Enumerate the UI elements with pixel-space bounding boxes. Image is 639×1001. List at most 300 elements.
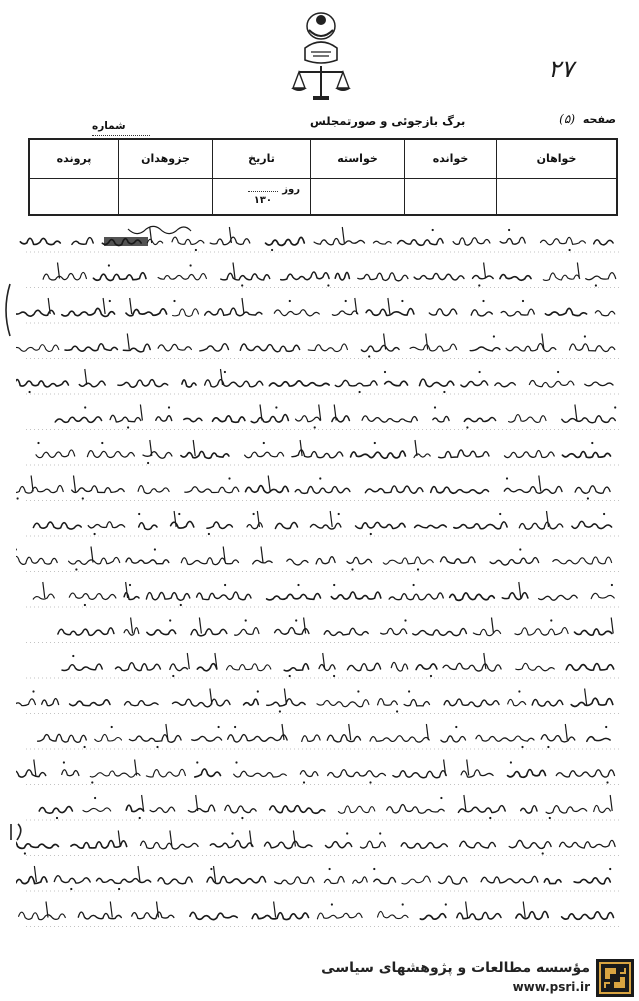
handwritten-word — [332, 311, 357, 315]
letter-stroke — [74, 476, 76, 492]
handwritten-word — [327, 735, 360, 742]
handwritten-word — [461, 381, 488, 387]
handwritten-word — [429, 309, 457, 316]
handwritten-word — [210, 840, 253, 847]
diacritic-dot — [346, 832, 348, 834]
handwritten-word — [72, 238, 93, 245]
diacritic-dot — [357, 690, 359, 692]
date-year: ۱۳۰ — [253, 195, 272, 206]
diacritic-dot — [455, 726, 457, 728]
handwritten-word — [124, 593, 139, 600]
diacritic-dot — [518, 690, 520, 692]
handwritten-word — [509, 415, 546, 423]
handwritten-word — [470, 347, 500, 351]
handwritten-word — [42, 699, 59, 706]
date-value — [213, 184, 300, 206]
handwritten-word — [439, 876, 467, 884]
diacritic-dot — [169, 619, 171, 621]
handwritten-word — [504, 486, 562, 493]
diacritic-dot — [154, 548, 156, 550]
letter-stroke — [150, 227, 152, 243]
diacritic-dot — [499, 513, 501, 515]
handwritten-word — [387, 805, 445, 814]
handwritten-word — [574, 878, 610, 884]
letter-stroke — [43, 582, 45, 598]
handwritten-word — [16, 345, 59, 352]
interlinear-addition — [128, 226, 191, 233]
diacritic-dot — [402, 903, 404, 905]
diacritic-dot — [506, 477, 508, 479]
diacritic-dot — [84, 604, 86, 606]
handwritten-word — [529, 381, 574, 388]
diacritic-dot — [331, 903, 333, 905]
handwritten-word — [16, 310, 54, 316]
handwritten-word — [16, 770, 46, 778]
handwritten-word — [141, 841, 199, 849]
handwritten-word — [158, 344, 191, 351]
handwritten-word — [200, 344, 229, 351]
handwritten-word — [205, 380, 263, 387]
handwritten-word — [207, 522, 233, 528]
diacritic-dot — [443, 391, 445, 393]
handwritten-word — [182, 380, 196, 387]
handwritten-word — [381, 628, 407, 634]
handwritten-word — [170, 664, 188, 671]
handwritten-word — [410, 344, 457, 351]
handwritten-word — [358, 273, 408, 281]
diacritic-dot — [329, 868, 331, 870]
handwritten-word — [317, 700, 369, 707]
handwritten-word — [90, 771, 140, 777]
handwritten-word — [213, 416, 245, 422]
diacritic-dot — [368, 355, 370, 357]
handwriting-image — [16, 225, 632, 960]
diacritic-dot — [550, 619, 552, 621]
handwritten-word — [205, 308, 262, 316]
handwritten-word — [234, 771, 287, 777]
handwritten-word — [300, 771, 318, 777]
handwritten-word — [316, 557, 335, 564]
handwritten-word — [556, 770, 614, 777]
diacritic-dot — [156, 746, 158, 748]
handwritten-word — [453, 238, 490, 245]
diacritic-dot — [231, 832, 233, 834]
diacritic-dot — [370, 533, 372, 535]
handwritten-word — [444, 699, 499, 707]
handwritten-word — [43, 272, 86, 280]
handwritten-word — [404, 700, 429, 706]
letter-stroke — [464, 795, 466, 811]
column-label: خواسته — [337, 152, 378, 165]
handwritten-word — [62, 770, 79, 776]
handwritten-word — [415, 525, 447, 528]
handwritten-word — [197, 592, 251, 600]
column-label: پرونده — [56, 152, 92, 165]
handwritten-word — [393, 771, 446, 778]
handwritten-word — [221, 273, 270, 280]
handwritten-word — [281, 272, 329, 280]
handwritten-word — [541, 237, 586, 244]
handwritten-word — [383, 557, 433, 564]
handwritten-word — [495, 383, 515, 387]
diacritic-dot — [196, 761, 198, 763]
handwritten-word — [69, 557, 120, 564]
letter-stroke — [611, 618, 613, 634]
handwritten-word — [181, 451, 229, 458]
letter-stroke — [268, 476, 270, 492]
handwritten-word — [516, 663, 555, 670]
handwritten-word — [296, 416, 321, 422]
diacritic-dot — [56, 817, 58, 819]
diacritic-dot — [289, 675, 291, 677]
diacritic-dot — [569, 249, 571, 251]
handwritten-word — [575, 629, 612, 635]
diacritic-dot — [195, 249, 197, 251]
handwritten-word — [147, 239, 162, 244]
handwritten-word — [267, 594, 321, 600]
diacritic-dot — [108, 264, 110, 266]
diacritic-dot — [279, 710, 281, 712]
handwritten-word — [225, 805, 256, 813]
handwritten-word — [275, 522, 297, 528]
diacritic-dot — [549, 817, 551, 819]
letter-stroke — [221, 369, 223, 385]
handwritten-word — [65, 344, 117, 351]
diacritic-dot — [235, 761, 237, 763]
handwritten-word — [570, 344, 615, 352]
diacritic-dot — [289, 300, 291, 302]
diacritic-dot — [263, 442, 265, 444]
handwritten-word — [235, 628, 259, 636]
letter-stroke — [210, 689, 212, 705]
handwritten-word — [87, 451, 134, 458]
letter-stroke — [110, 902, 112, 918]
diacritic-dot — [94, 797, 96, 799]
letter-stroke — [547, 511, 549, 527]
handwritten-word — [274, 310, 319, 316]
handwritten-word — [188, 805, 214, 812]
diacritic-dot — [408, 690, 410, 692]
diacritic-dot — [482, 300, 484, 302]
letter-stroke — [127, 334, 129, 350]
handwritten-word — [126, 805, 143, 811]
handwritten-word — [473, 275, 494, 278]
handwritten-word — [110, 415, 141, 422]
diacritic-dot — [379, 832, 381, 834]
date-day-label: روز — [282, 184, 300, 195]
handwritten-word — [173, 699, 231, 707]
diacritic-dot — [271, 249, 273, 251]
diacritic-dot — [147, 462, 149, 464]
handwritten-word — [361, 345, 399, 351]
diacritic-dot — [257, 690, 259, 692]
handwritten-word — [544, 879, 561, 884]
letter-stroke — [466, 902, 468, 918]
handwritten-word — [471, 310, 492, 316]
diacritic-dot — [16, 548, 17, 550]
handwritten-word — [69, 593, 116, 599]
letter-stroke — [585, 689, 587, 705]
diacritic-dot — [319, 477, 321, 479]
diacritic-dot — [521, 746, 523, 748]
handwritten-word — [123, 344, 150, 352]
diacritic-dot — [75, 568, 77, 570]
handwritten-word — [240, 344, 299, 352]
diacritic-dot — [228, 477, 230, 479]
handwritten-word — [54, 876, 90, 883]
letter-stroke — [330, 511, 332, 527]
handwritten-word — [284, 664, 308, 671]
handwritten-word — [443, 663, 501, 671]
handwritten-word — [185, 487, 239, 493]
handwritten-word — [431, 487, 489, 494]
handwritten-word — [378, 699, 398, 706]
diacritic-dot — [542, 852, 544, 854]
diacritic-dot — [275, 406, 277, 408]
diacritic-dot — [84, 406, 86, 408]
page-number: ۲۷ — [548, 55, 574, 83]
letter-stroke — [261, 547, 263, 563]
diacritic-dot — [609, 868, 611, 870]
letter-stroke — [415, 440, 417, 456]
letter-stroke — [174, 511, 176, 527]
handwritten-word — [335, 380, 377, 386]
handwritten-word — [501, 309, 534, 316]
letter-stroke — [103, 298, 105, 314]
date-day-blank — [248, 191, 278, 192]
handwritten-word — [158, 274, 206, 280]
handwritten-word — [508, 699, 526, 705]
diacritic-dot — [591, 442, 593, 444]
handwritten-word — [139, 523, 157, 530]
handwritten-word — [539, 595, 578, 600]
handwritten-word — [16, 877, 47, 884]
handwritten-word — [79, 381, 105, 387]
diacritic-dot — [396, 710, 398, 712]
handwritten-word — [473, 629, 500, 635]
handwritten-word — [244, 699, 259, 705]
handwritten-word — [319, 665, 335, 671]
diacritic-dot — [430, 675, 432, 677]
diacritic-dot — [253, 513, 255, 515]
handwritten-word — [245, 452, 284, 458]
letter-stroke — [131, 618, 133, 634]
handwritten-word — [572, 521, 612, 528]
diacritic-dot — [241, 817, 243, 819]
handwritten-word — [292, 450, 343, 458]
column-claim — [310, 140, 404, 214]
handwritten-word — [156, 416, 172, 421]
handwritten-word — [441, 557, 476, 564]
handwritten-word — [326, 842, 352, 848]
handwritten-word — [308, 344, 347, 352]
handwritten-word — [594, 805, 611, 812]
diacritic-dot — [611, 584, 613, 586]
handwritten-word — [460, 841, 496, 848]
handwritten-word — [571, 698, 613, 706]
handwritten-word — [195, 769, 221, 777]
handwritten-word — [450, 593, 495, 600]
handwritten-word — [328, 770, 386, 778]
diacritic-dot — [37, 442, 39, 444]
diacritic-dot — [614, 406, 616, 408]
handwritten-word — [562, 452, 610, 458]
diacritic-dot — [210, 868, 212, 870]
number-line — [92, 135, 150, 136]
diacritic-dot — [91, 781, 93, 783]
letter-stroke — [388, 298, 390, 314]
handwritten-word — [416, 664, 437, 670]
handwritten-word — [20, 238, 60, 244]
handwritten-word — [275, 628, 309, 635]
diacritic-dot — [297, 584, 299, 586]
handwritten-word — [361, 841, 386, 848]
handwritten-word — [146, 769, 185, 777]
handwritten-word — [16, 556, 57, 564]
handwritten-word — [356, 522, 406, 528]
handwritten-word — [275, 877, 314, 884]
handwritten-word — [331, 592, 381, 599]
diacritic-dot — [208, 533, 210, 535]
handwritten-word — [413, 628, 467, 635]
column-plaintiff — [496, 140, 616, 214]
diacritic-dot — [369, 781, 371, 783]
institute-url: www.psri.ir — [512, 980, 590, 994]
column-label: خواهان — [536, 152, 577, 165]
handwritten-word — [36, 450, 75, 458]
diacritic-dot — [493, 335, 495, 337]
handwritten-word — [562, 912, 614, 920]
institute-watermark — [321, 958, 638, 998]
handwritten-word — [265, 841, 313, 848]
handwritten-word — [389, 593, 443, 600]
letter-stroke — [523, 902, 525, 918]
handwritten-word — [314, 238, 364, 244]
letter-stroke — [118, 831, 120, 847]
handwritten-word — [335, 272, 349, 280]
handwritten-word — [385, 381, 408, 386]
handwritten-word — [500, 275, 531, 281]
diacritic-dot — [82, 497, 84, 499]
handwritten-word — [338, 806, 374, 813]
diacritic-dot — [180, 604, 182, 606]
handwritten-word — [78, 912, 121, 919]
diacritic-dot — [417, 568, 419, 570]
diacritic-dot — [479, 371, 481, 373]
handwritten-word — [509, 840, 551, 848]
diacritic-dot — [404, 619, 406, 621]
diacritic-dot — [139, 817, 141, 819]
diacritic-dot — [295, 619, 297, 621]
handwritten-word — [317, 913, 362, 919]
diacritic-dot — [314, 426, 316, 428]
handwritten-word — [332, 416, 350, 422]
diacritic-dot — [29, 391, 31, 393]
handwritten-word — [347, 557, 372, 563]
form-heading — [40, 112, 620, 136]
diacritic-dot — [547, 746, 549, 748]
column-defendant — [404, 140, 496, 214]
diacritic-dot — [173, 300, 175, 302]
handwritten-word — [516, 911, 548, 919]
page-label — [559, 112, 616, 126]
handwritten-word — [116, 663, 161, 671]
handwritten-word — [575, 486, 610, 493]
diacritic-dot — [24, 852, 26, 854]
handwritten-word — [62, 308, 115, 316]
handwritten-word — [324, 628, 368, 635]
handwritten-word — [118, 380, 168, 388]
letter-stroke — [187, 653, 189, 669]
handwritten-word — [519, 522, 563, 529]
handwritten-word — [591, 593, 614, 598]
letter-stroke — [484, 263, 486, 279]
diacritic-dot — [338, 513, 340, 515]
handwritten-testimony — [16, 225, 632, 960]
handwritten-word — [125, 701, 159, 706]
handwritten-word — [16, 841, 58, 848]
handwritten-word — [192, 736, 222, 741]
handwritten-word — [270, 806, 325, 814]
letter-stroke — [233, 263, 235, 279]
diacritic-dot — [245, 619, 247, 621]
handwritten-word — [171, 521, 194, 528]
diacritic-dot — [190, 264, 192, 266]
diacritic-dot — [351, 568, 353, 570]
diacritic-dot — [605, 726, 607, 728]
handwritten-word — [464, 418, 495, 422]
handwritten-word — [70, 700, 110, 706]
letter-stroke — [484, 653, 486, 669]
case-header-table — [28, 138, 618, 216]
handwritten-word — [143, 452, 172, 459]
handwritten-word — [197, 664, 217, 671]
diacritic-dot — [508, 229, 510, 231]
handwritten-word — [420, 914, 446, 920]
handwritten-word — [374, 877, 396, 883]
handwritten-word — [562, 416, 616, 423]
handwritten-word — [126, 558, 169, 564]
diacritic-dot — [111, 726, 113, 728]
diacritic-dot — [401, 300, 403, 302]
diacritic-dot — [172, 675, 174, 677]
handwritten-word — [39, 807, 72, 814]
handwritten-word — [287, 559, 308, 565]
diacritic-dot — [178, 513, 180, 515]
handwritten-word — [210, 237, 250, 245]
handwritten-word — [502, 593, 528, 600]
handwritten-word — [541, 735, 575, 742]
handwritten-word — [543, 273, 579, 280]
handwritten-word — [476, 735, 534, 741]
handwritten-word — [566, 664, 614, 671]
diacritic-dot — [234, 726, 236, 728]
margin-bracket — [0, 280, 14, 340]
diacritic-dot — [303, 781, 305, 783]
diacritic-dot — [333, 675, 335, 677]
letter-stroke — [300, 440, 302, 456]
institute-name: مؤسسه مطالعات و پژوهشهای سیاسی — [321, 960, 590, 976]
diacritic-dot — [374, 442, 376, 444]
handwritten-word — [553, 557, 612, 564]
handwritten-word — [378, 911, 409, 918]
diacritic-dot — [168, 406, 170, 408]
handwritten-word — [481, 876, 538, 883]
handwritten-word — [420, 379, 454, 387]
diacritic-dot — [434, 406, 436, 408]
letter-stroke — [126, 582, 128, 598]
handwritten-word — [181, 558, 238, 565]
